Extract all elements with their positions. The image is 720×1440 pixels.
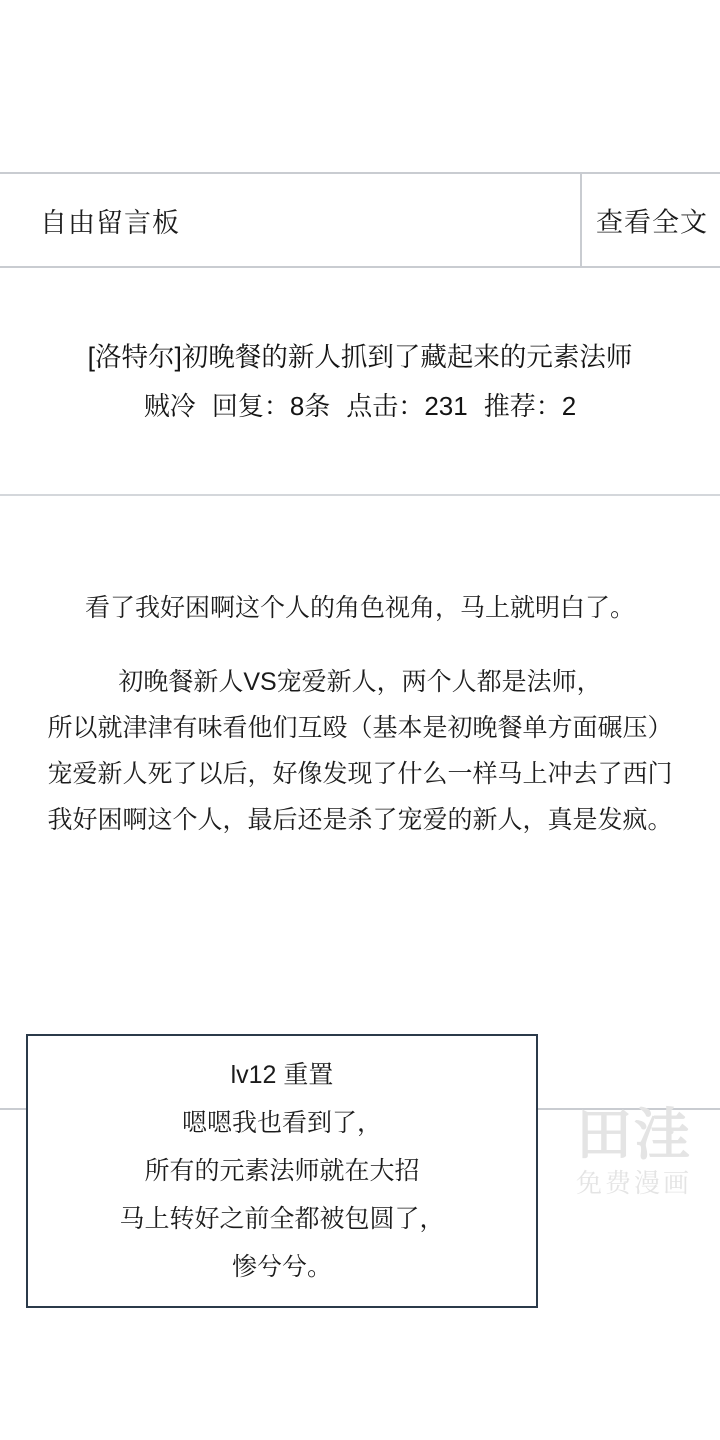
reply-line: 所有的元素法师就在大招: [144, 1157, 420, 1185]
thread-header[interactable]: [0, 268, 720, 496]
click-count: 231: [424, 391, 468, 421]
post-line: 我好困啊这个人，最后还是杀了宠爱的新人，真是发疯。: [47, 806, 673, 834]
post-line: 看了我好困啊这个人的角色视角，马上就明白了。: [84, 594, 635, 622]
reply-label: 回复：: [211, 391, 290, 421]
click-label: 点击：: [346, 391, 425, 421]
view-full-link[interactable]: 查看全文: [596, 207, 708, 238]
post-body: [0, 585, 720, 843]
watermark-sub-text: 免费漫画: [575, 1168, 692, 1198]
recommend-count: 2: [561, 391, 577, 421]
reply-count: 8条: [289, 391, 331, 421]
reply-line: 惨兮兮。: [231, 1253, 332, 1281]
post-line: 初晚餐新人VS宠爱新人，两个人都是法师，: [118, 668, 602, 696]
reply-line: 嗯嗯我也看到了，: [181, 1109, 382, 1137]
board-bar: [0, 172, 720, 268]
post-paragraph: [0, 659, 720, 843]
watermark: [576, 1104, 692, 1200]
reply-card: [26, 1034, 538, 1308]
watermark-main-text: 田洼: [575, 1103, 692, 1166]
thread-author: 贼冷: [143, 391, 196, 421]
recommend-label: 推荐：: [483, 391, 562, 421]
reply-line: 马上转好之前全都被包圆了，: [119, 1205, 445, 1233]
reply-username: lv12 重置: [230, 1061, 334, 1089]
thread-meta: [144, 387, 576, 425]
post-line: 所以就津津有味看他们互殴（基本是初晚餐单方面碾压）: [47, 714, 673, 742]
thread-title: [洛特尔]初晚餐的新人抓到了藏起来的元素法师: [87, 342, 633, 372]
post-paragraph: [0, 585, 720, 631]
post-line: 宠爱新人死了以后，好像发现了什么一样马上冲去了西门: [47, 760, 673, 788]
board-divider: [580, 174, 582, 266]
board-title: 自由留言板: [40, 207, 180, 238]
